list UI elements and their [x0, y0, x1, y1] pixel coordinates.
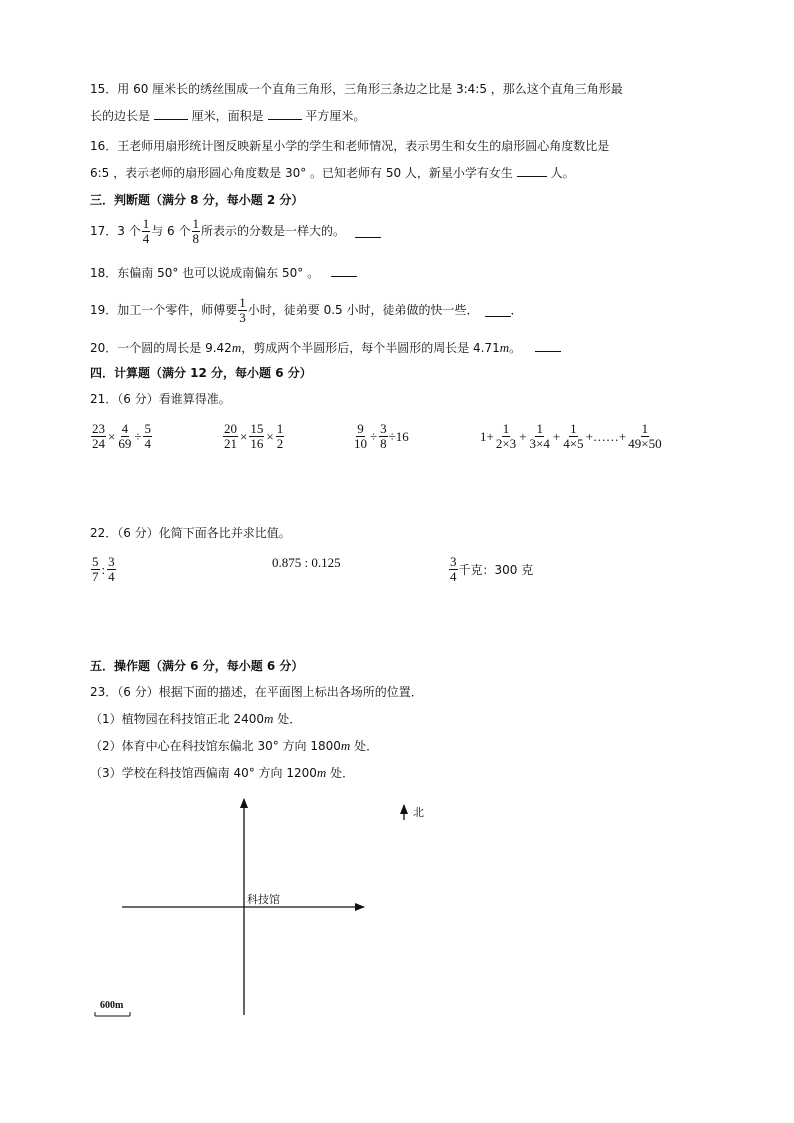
operator: +: [552, 428, 561, 444]
section3-heading: 三．判断题（满分 8 分，每小题 2 分）: [90, 193, 304, 207]
frac-num: 1: [239, 294, 246, 310]
map-north-label: 北: [413, 806, 424, 819]
section4-heading: 四．计算题（满分 12 分，每小题 6 分）: [90, 366, 312, 380]
frac-num: 3: [450, 554, 457, 569]
operator: ÷: [134, 428, 142, 444]
frac-den: 4: [142, 230, 150, 246]
frac-den: 4: [144, 436, 151, 451]
ellipsis: +……+: [585, 428, 627, 444]
operator: ×: [266, 428, 274, 444]
frac-num: 1: [142, 215, 150, 231]
item-text: 处．: [350, 739, 379, 753]
q16-text-b: 人。: [550, 166, 575, 180]
q17-text-c: 所表示的分数是一样大的。: [201, 224, 346, 238]
q15-text-a: 长的边长是: [90, 109, 151, 123]
expression-tail: ÷16: [388, 428, 409, 444]
q19-text-c: ．: [510, 303, 523, 317]
frac-num: 9: [357, 421, 364, 436]
map-scale-label: 600m: [100, 1000, 124, 1011]
item-text: （2）体育中心在科技馆东偏北 30° 方向 1800: [90, 739, 341, 753]
frac-num: 1: [276, 421, 284, 436]
map-center-label: 科技馆: [247, 894, 280, 906]
ratio-text: 千克：300 克: [458, 563, 534, 577]
q16-line1: 16．王老师用扇形统计图反映新星小学的学生和老师情况，表示男生和女生的扇形圆心角度数比是: [90, 139, 610, 153]
frac-den: 49×50: [628, 436, 662, 451]
frac-num: 1: [502, 421, 510, 436]
q19-text-a: 19．加工一个零件，师傅要: [90, 303, 238, 317]
q22-ratio-2: 0.875 : 0.125: [272, 555, 341, 570]
frac-num: 23: [92, 421, 105, 436]
q15-text-c: 平方厘米。: [305, 109, 366, 123]
frac-num: 1: [536, 421, 543, 436]
q17-text-b: 与 6 个: [151, 224, 191, 238]
frac-num: 3: [380, 421, 387, 436]
q19-text-b: 小时，徒弟要 0.5 小时，徒弟做的快一些．: [247, 303, 479, 317]
unit: m: [316, 765, 327, 780]
frac-num: 20: [224, 421, 237, 436]
frac-den: 4: [108, 569, 115, 584]
q18-text: 18．东偏南 50° 也可以说成南偏东 50° 。: [90, 266, 320, 280]
q17-text-a: 17．3 个: [90, 224, 141, 238]
q16-text-a: 6:5 ，表示老师的扇形圆心角度数是 30° 。已知老师有 50 人，新星小学有女生: [90, 166, 513, 180]
item-text: （1）植物园在科技馆正北 2400: [90, 712, 264, 726]
operator: +: [519, 428, 527, 444]
ratio-separator: :: [101, 561, 106, 577]
q20-unit-2: m: [499, 340, 510, 355]
item-text: 处．: [273, 712, 302, 726]
q15-text-b: 厘米，面积是: [191, 109, 264, 123]
frac-den: 4×5: [563, 436, 584, 451]
frac-num: 5: [92, 554, 99, 569]
q20-text-a: 20．一个圆的周长是 9.42: [90, 341, 232, 355]
frac-den: 3: [239, 309, 246, 325]
frac-den: 16: [250, 436, 264, 451]
operator: ×: [108, 428, 116, 444]
frac-den: 8: [380, 436, 387, 451]
q15-line1: 15．用 60 厘米长的绣丝围成一个直角三角形，三角形三条边之比是 3:4:5 ，那么这个直角三角形最: [90, 82, 623, 96]
frac-den: 24: [92, 436, 105, 451]
frac-num: 1: [192, 215, 199, 231]
q20-text-b: ，剪成两个半圆形后，每个半圆形的周长是 4.71: [241, 341, 500, 355]
frac-den: 4: [450, 569, 457, 584]
frac-den: 2×3: [495, 436, 517, 451]
frac-den: 3×4: [529, 436, 550, 451]
frac-den: 7: [92, 569, 99, 584]
frac-den: 10: [354, 436, 367, 451]
frac-num: 1: [570, 421, 577, 436]
q21-title: 21．（6 分）看谁算得准。: [90, 392, 231, 406]
frac-den: 69: [118, 436, 132, 451]
frac-den: 2: [276, 436, 284, 451]
unit: m: [264, 711, 274, 726]
q22-title: 22．（6 分）化简下面各比并求比值。: [90, 526, 291, 540]
q23-title: 23．（6 分）根据下面的描述，在平面图上标出各场所的位置．: [90, 685, 423, 699]
item-text: （3）学校在科技馆西偏南 40° 方向 1200: [90, 766, 317, 780]
q20-text-c: 。: [509, 341, 522, 355]
expression-lead: 1+: [480, 428, 494, 444]
frac-num: 3: [108, 554, 115, 569]
section5-heading: 五．操作题（满分 6 分，每小题 6 分）: [90, 659, 304, 673]
frac-num: 5: [144, 421, 151, 436]
frac-num: 4: [121, 421, 129, 436]
q20-unit-1: m: [231, 340, 242, 355]
unit: m: [340, 738, 351, 753]
frac-den: 8: [192, 230, 199, 246]
frac-num: 15: [250, 421, 264, 436]
frac-den: 21: [224, 436, 237, 451]
item-text: 处．: [326, 766, 355, 780]
operator: ÷: [370, 428, 378, 444]
frac-num: 1: [641, 421, 649, 436]
operator: ×: [240, 428, 248, 444]
